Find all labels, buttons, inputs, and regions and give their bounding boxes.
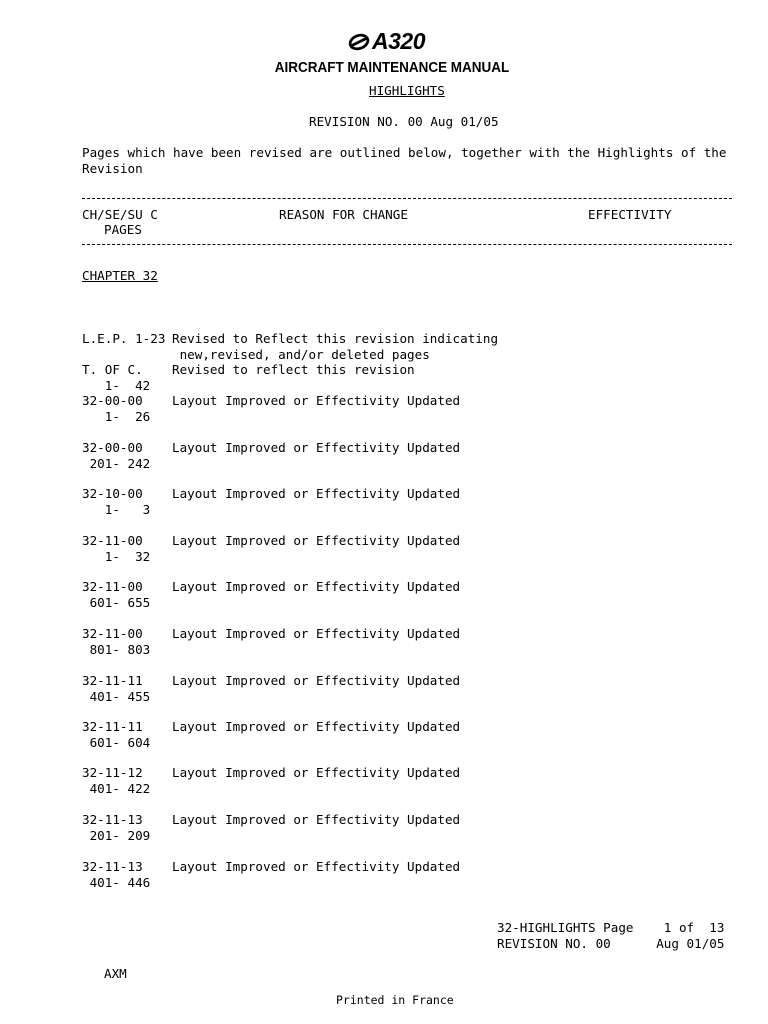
entry-code: 32-00-00 bbox=[82, 440, 143, 455]
entry-reason: Layout Improved or Effectivity Updated bbox=[172, 579, 461, 594]
column-header-reason: REASON FOR CHANGE bbox=[279, 207, 408, 222]
entry-code: 32-11-00 bbox=[82, 579, 143, 594]
entry-reason: Revised to Reflect this revision indicating bbox=[172, 331, 499, 346]
entry-reason: Layout Improved or Effectivity Updated bbox=[172, 393, 461, 408]
printed-notice: Printed in France bbox=[336, 993, 454, 1007]
revision-line: REVISION NO. 00 Aug 01/05 bbox=[309, 114, 499, 129]
entry-code: 32-10-00 bbox=[82, 486, 143, 501]
document-code: AXM bbox=[104, 966, 127, 981]
airbus-logo-icon bbox=[348, 31, 370, 53]
entry-reason: Layout Improved or Effectivity Updated bbox=[172, 486, 461, 501]
entry-pages: 1- 3 bbox=[82, 501, 151, 517]
entry-code: 32-00-00 bbox=[82, 393, 143, 408]
entry-pages: 201- 209 bbox=[82, 827, 151, 843]
section-title: HIGHLIGHTS bbox=[369, 83, 445, 98]
entry-code: 32-11-13 bbox=[82, 812, 143, 827]
entry-pages: 601- 604 bbox=[82, 734, 151, 750]
entry-pages: 401- 455 bbox=[82, 688, 151, 704]
entry-code: 32-11-00 bbox=[82, 626, 143, 641]
footer-revision: REVISION NO. 00 Aug 01/05 bbox=[497, 936, 725, 951]
entry-pages: 601- 655 bbox=[82, 594, 151, 610]
divider bbox=[82, 244, 732, 245]
entry-pages: 1- 42 bbox=[82, 377, 151, 393]
intro-text: Pages which have been revised are outlined below, together with the Highlights of the Revision bbox=[82, 145, 727, 176]
entry-reason: Layout Improved or Effectivity Updated bbox=[172, 626, 461, 641]
entry-code: 32-11-12 bbox=[82, 765, 143, 780]
entry-reason-continued: new,revised, and/or deleted pages bbox=[172, 346, 430, 362]
entry-reason: Layout Improved or Effectivity Updated bbox=[172, 859, 461, 874]
column-header-effectivity: EFFECTIVITY bbox=[588, 207, 672, 222]
entry-reason: Layout Improved or Effectivity Updated bbox=[172, 440, 461, 455]
manual-title: AIRCRAFT MAINTENANCE MANUAL bbox=[274, 60, 510, 76]
entry-pages: 1- 32 bbox=[82, 548, 151, 564]
aircraft-model: A320 bbox=[372, 28, 425, 54]
entry-pages: 1- 26 bbox=[82, 408, 151, 424]
entry-pages: 201- 242 bbox=[82, 455, 151, 471]
entry-code: T. OF C. bbox=[82, 362, 143, 377]
entry-code: 32-11-00 bbox=[82, 533, 143, 548]
entry-code: 32-11-13 bbox=[82, 859, 143, 874]
divider bbox=[82, 198, 732, 199]
entry-code: 32-11-11 bbox=[82, 673, 143, 688]
chapter-heading: CHAPTER 32 bbox=[82, 268, 158, 283]
entry-pages: 401- 446 bbox=[82, 874, 151, 890]
entry-reason: Layout Improved or Effectivity Updated bbox=[172, 765, 461, 780]
entry-reason: Layout Improved or Effectivity Updated bbox=[172, 719, 461, 734]
entry-code: 32-11-11 bbox=[82, 719, 143, 734]
column-header-pages: PAGES bbox=[104, 222, 142, 237]
entry-reason: Revised to reflect this revision bbox=[172, 362, 415, 377]
footer-page-number: 32-HIGHLIGHTS Page 1 of 13 bbox=[497, 920, 725, 935]
aircraft-logo bbox=[348, 28, 425, 55]
entry-pages: 401- 422 bbox=[82, 780, 151, 796]
entry-reason: Layout Improved or Effectivity Updated bbox=[172, 812, 461, 827]
entry-code: L.E.P. 1-23 bbox=[82, 331, 166, 346]
entry-reason: Layout Improved or Effectivity Updated bbox=[172, 533, 461, 548]
entry-pages: 801- 803 bbox=[82, 641, 151, 657]
entry-reason: Layout Improved or Effectivity Updated bbox=[172, 673, 461, 688]
column-header-code: CH/SE/SU C bbox=[82, 207, 158, 222]
